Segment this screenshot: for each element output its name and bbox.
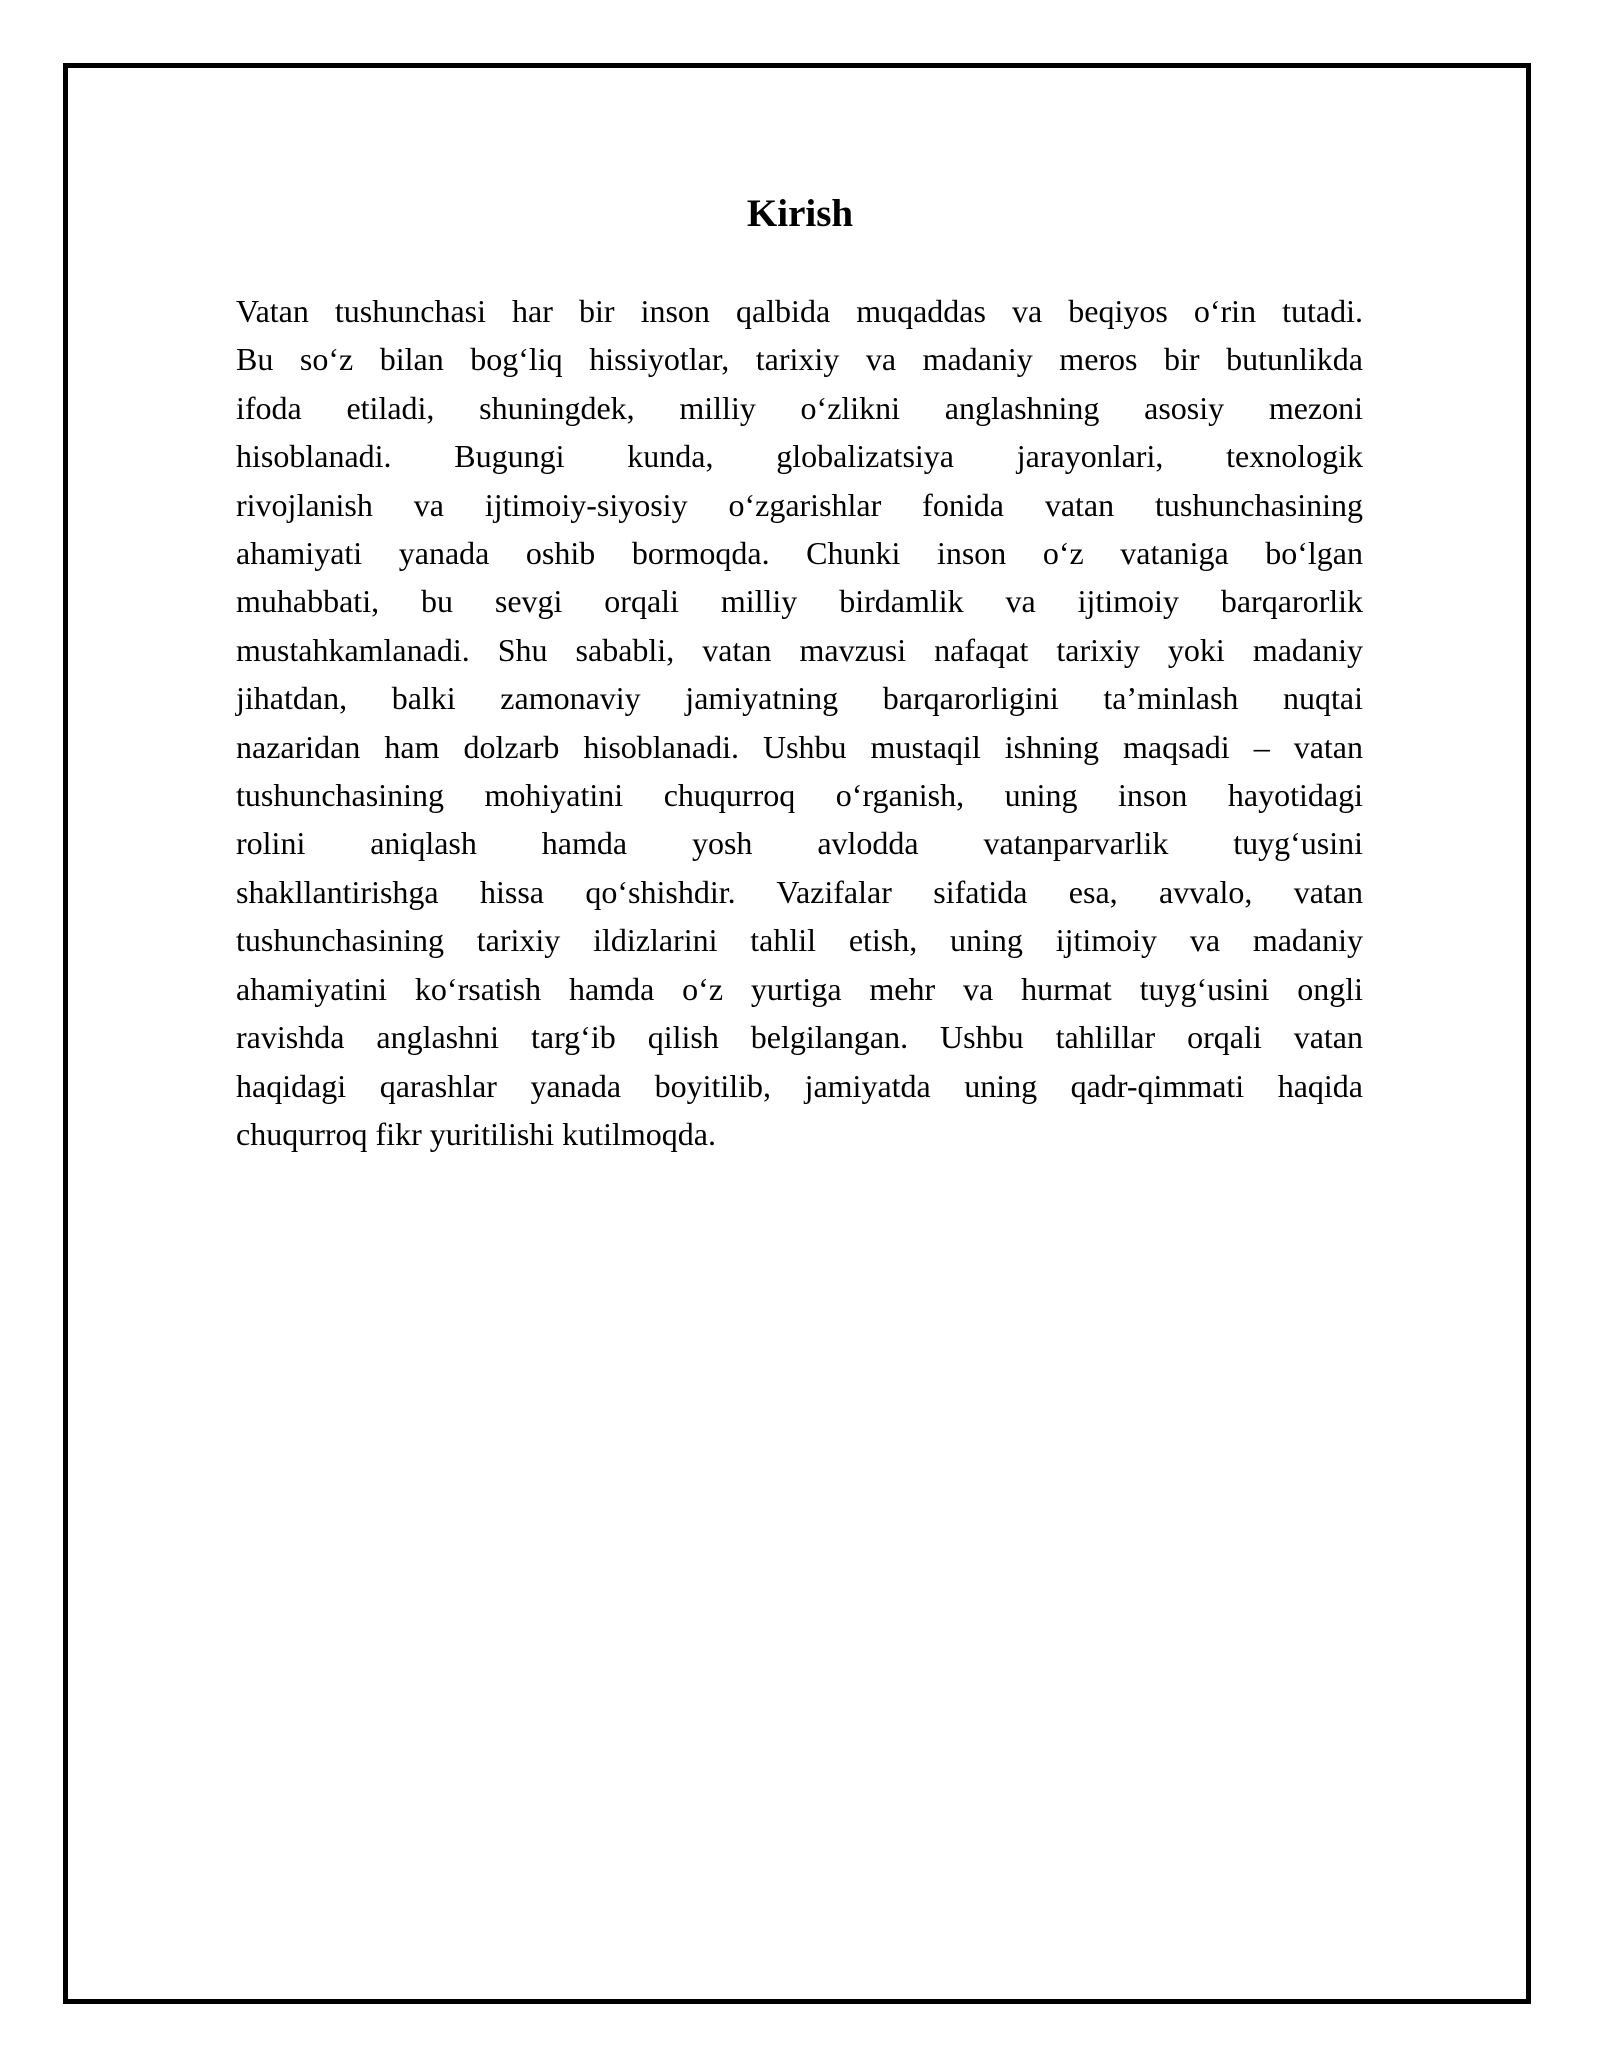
paragraph-line: Vatan tushunchasi har bir inson qalbida muqaddas va beqiyos o‘rin tutadi. <box>236 293 1363 329</box>
paragraph-line: ahamiyatini ko‘rsatish hamda o‘z yurtiga mehr va hurmat tuyg‘usini ongli <box>236 970 1363 1007</box>
paragraph-line: tushunchasining tarixiy ildizlarini tahlil etish, uning ijtimoiy va madaniy <box>236 922 1363 959</box>
paragraph-line: rivojlanish va ijtimoiy-siyosiy o‘zgarishlar fonida vatan tushunchasining <box>236 486 1363 523</box>
paragraph-line: chuqurroq fikr yuritilishi kutilmoqda. <box>236 1115 716 1152</box>
paragraph-line: muhabbati, bu sevgi orqali milliy birdamlik va ijtimoiy barqarorlik <box>236 583 1363 620</box>
paragraph-line: jihatdan, balki zamonaviy jamiyatning barqarorligini ta’minlash nuqtai <box>236 680 1363 717</box>
paragraph-line: nazaridan ham dolzarb hisoblanadi. Ushbu mustaqil ishning maqsadi – vatan <box>236 728 1363 765</box>
paragraph-line: shakllantirishga hissa qo‘shishdir. Vazifalar sifatida esa, avvalo, vatan <box>236 873 1363 910</box>
body-paragraph <box>236 287 1363 1158</box>
paragraph-line: ravishda anglashni targ‘ib qilish belgilangan. Ushbu tahlillar orqali vatan <box>236 1019 1363 1056</box>
paragraph-line: Bu so‘z bilan bog‘liq hissiyotlar, tarixiy va madaniy meros bir butunlikda <box>236 341 1363 378</box>
paragraph-line: ahamiyati yanada oshib bormoqda. Chunki inson o‘z vataniga bo‘lgan <box>236 535 1363 572</box>
document-title: Kirish <box>746 192 854 235</box>
paragraph-line: rolini aniqlash hamda yosh avlodda vatanparvarlik tuyg‘usini <box>236 825 1363 862</box>
paragraph-line: hisoblanadi. Bugungi kunda, globalizatsiya jarayonlari, texnologik <box>236 438 1363 475</box>
paragraph-line: haqidagi qarashlar yanada boyitilib, jamiyatda uning qadr-qimmati haqida <box>236 1067 1363 1104</box>
paragraph-line: tushunchasining mohiyatini chuqurroq o‘rganish, uning inson hayotidagi <box>236 777 1363 814</box>
paragraph-line: mustahkamlanadi. Shu sababli, vatan mavzusi nafaqat tarixiy yoki madaniy <box>236 631 1363 668</box>
paragraph-line: ifoda etiladi, shuningdek, milliy o‘zlikni anglashning asosiy mezoni <box>236 389 1363 426</box>
